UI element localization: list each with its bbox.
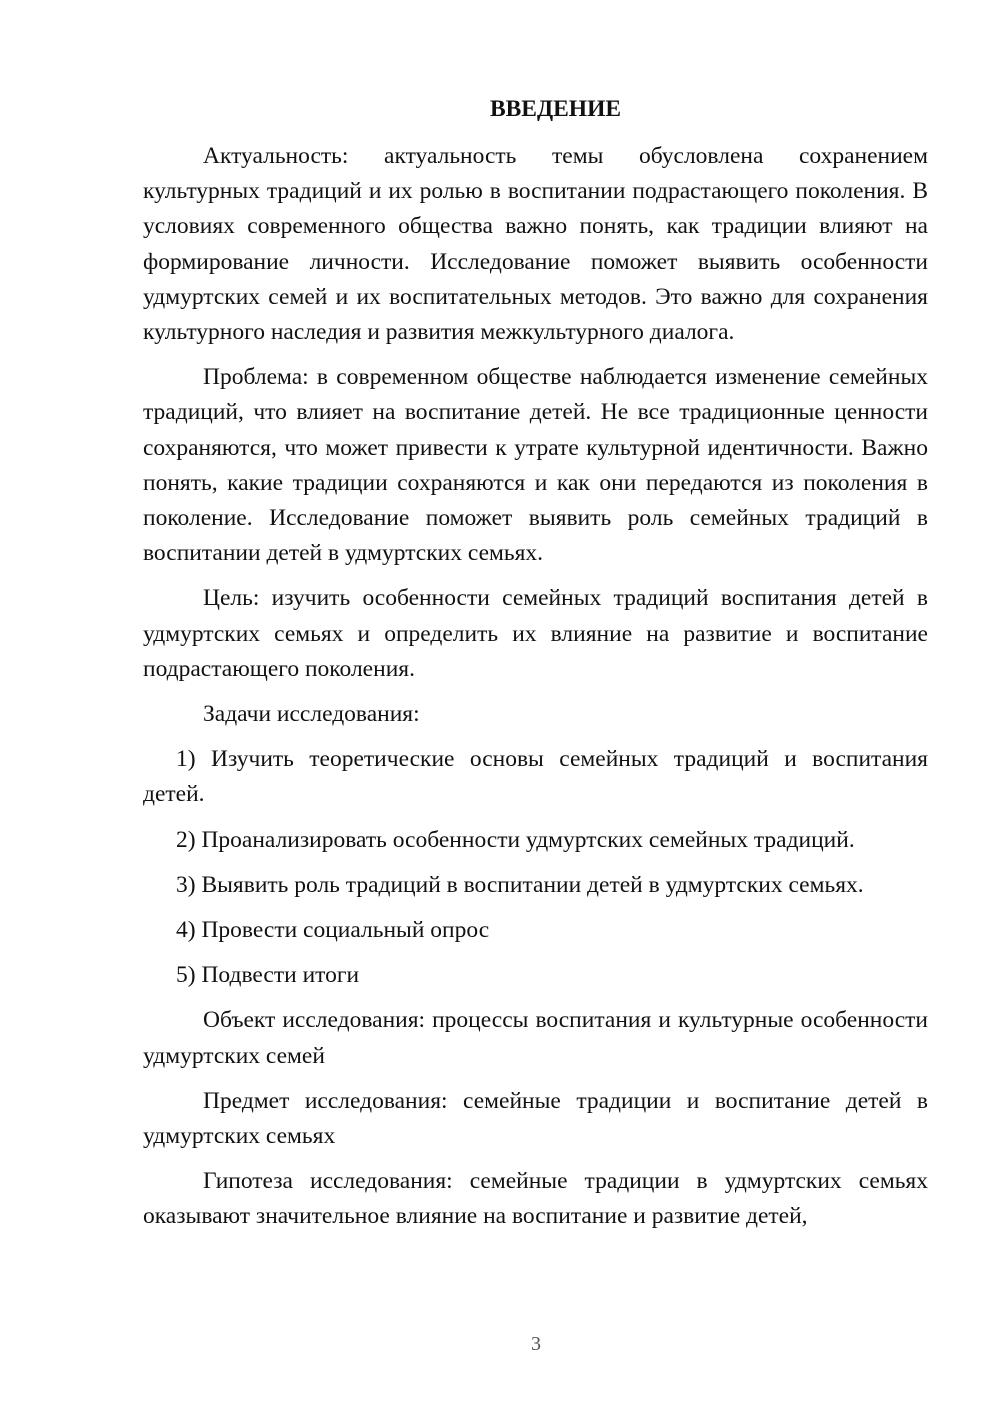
problem-paragraph: Проблема: в современном обществе наблюдается изменение семейных традиций, что влияет на воспитание детей. Не все традиционные ценности сохраняются, что может привести к утрате культурной идентичности. Важно понять, какие традиции сохраняются и как они передаются из поколения в поколение. Исследование поможет выявить роль семейных традиций в воспитании детей в удмуртских семьях. — [143, 364, 928, 567]
task-item-4: 4) Провести социальный опрос — [176, 917, 490, 944]
document-body — [143, 92, 928, 1245]
page-number: 3 — [531, 1333, 541, 1355]
object-paragraph: Объект исследования: процессы воспитания и культурные особенности удмуртских семей — [143, 1007, 928, 1069]
task-item-5: 5) Подвести итоги — [176, 962, 360, 989]
tasks-intro-paragraph: Задачи исследования: — [203, 701, 420, 728]
task-item-1: 1) Изучить теоретические основы семейных традиций и воспитания детей. — [143, 746, 928, 808]
section-heading: ВВЕДЕНИЕ — [489, 96, 622, 122]
goal-paragraph: Цель: изучить особенности семейных традиций воспитания детей в удмуртских семьях и определить их влияние на развитие и воспитание подрастающего поколения. — [143, 585, 928, 682]
task-item-3: 3) Выявить роль традиций в воспитании детей в удмуртских семьях. — [176, 871, 864, 898]
relevance-paragraph: Актуальность: актуальность темы обусловлена сохранением культурных традиций и их ролью в воспитании подрастающего поколения. В условиях современного общества важно понять, как традиции влияют на формирование личности. Исследование поможет выявить особенности удмуртских семей и их воспитательных методов. Это важно для сохранения культурного наследия и развития межкультурного диалога. — [143, 143, 928, 346]
hypothesis-paragraph: Гипотеза исследования: семейные традиции в удмуртских семьях оказывают значительное влияние на воспитание и развитие детей, — [143, 1168, 928, 1230]
task-item-2: 2) Проанализировать особенности удмуртских семейных традиций. — [176, 826, 855, 853]
subject-paragraph: Предмет исследования: семейные традиции и воспитание детей в удмуртских семьях — [143, 1087, 928, 1150]
